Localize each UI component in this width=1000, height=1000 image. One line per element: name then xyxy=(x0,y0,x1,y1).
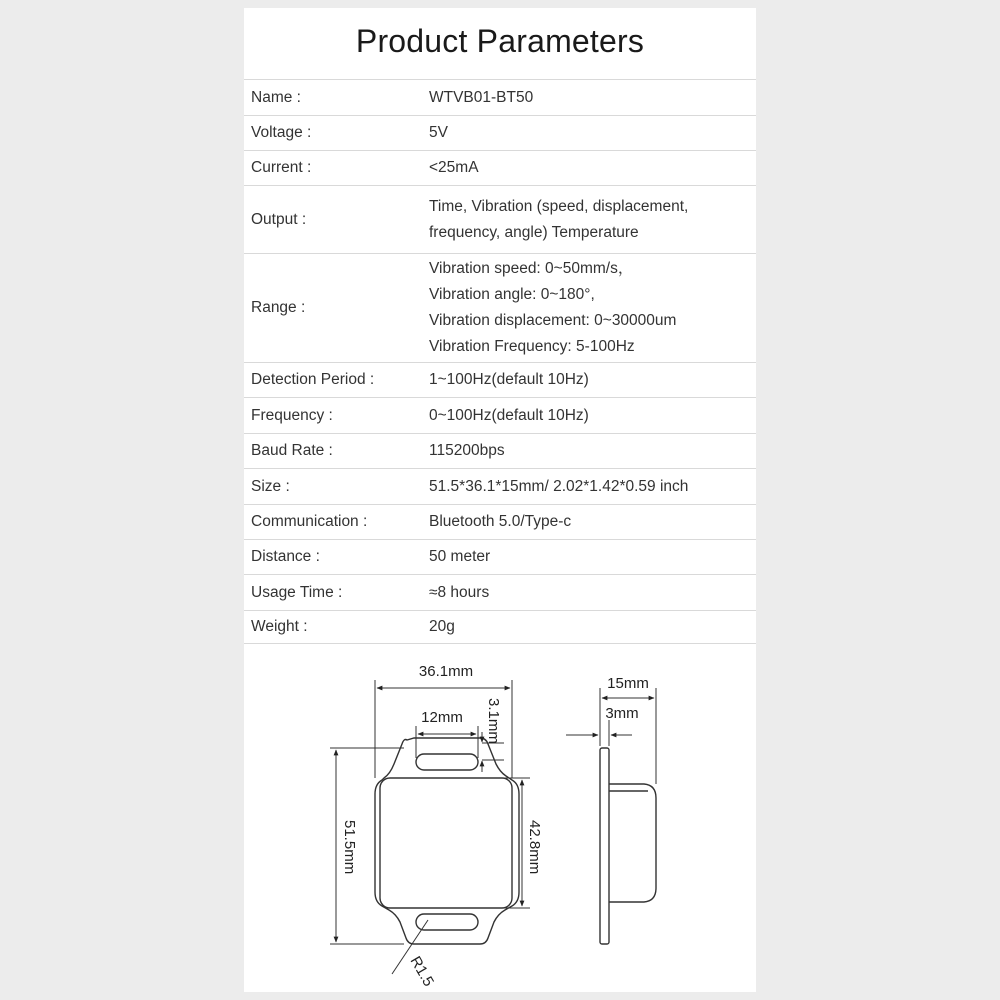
row-label: Voltage : xyxy=(251,124,312,141)
row-value: 115200bps xyxy=(429,442,505,459)
row-label: Frequency : xyxy=(251,406,333,424)
row-label: Current : xyxy=(251,159,312,176)
row-label: Usage Time : xyxy=(251,583,343,601)
side-body xyxy=(609,784,656,902)
row-value: 5V xyxy=(429,124,448,141)
row-value: 0~100Hz(default 10Hz) xyxy=(429,406,589,424)
row-label: Name : xyxy=(251,88,301,106)
sensor-face xyxy=(380,778,512,908)
side-dimensions xyxy=(566,688,656,784)
row-label: Output : xyxy=(251,210,307,228)
height-label: 51.5mm xyxy=(341,820,358,875)
dimension-drawing xyxy=(244,8,756,992)
dimension-labels xyxy=(341,663,649,989)
row-label: Baud Rate : xyxy=(251,442,333,459)
top-slot xyxy=(416,754,478,770)
sensor-outline xyxy=(375,738,519,944)
depth-label: 15mm xyxy=(607,675,649,692)
row-value: 51.5*36.1*15mm/ 2.02*1.42*0.59 inch xyxy=(429,477,689,495)
tab-label: 3.1mm xyxy=(485,698,502,744)
row-value: ≈8 hours xyxy=(429,583,490,601)
row-label: Detection Period : xyxy=(251,371,375,388)
row-value: <25mA xyxy=(429,159,479,176)
row-value: 50 meter xyxy=(429,548,491,565)
row-label: Weight : xyxy=(251,618,308,635)
front-view xyxy=(375,738,519,944)
row-label: Distance : xyxy=(251,548,320,565)
body-label: 42.8mm xyxy=(526,820,543,875)
flange-label: 3mm xyxy=(605,705,639,722)
row-value: Vibration speed: 0~50mm/s， Vibration angle: 0~180°, Vibration displacement: 0~30000um Vibration Frequency: 5-100Hz xyxy=(429,260,677,355)
row-value: Bluetooth 5.0/Type-c xyxy=(429,513,572,530)
row-label: Size : xyxy=(251,477,290,495)
row-value: WTVB01-BT50 xyxy=(429,88,534,106)
row-label: Range : xyxy=(251,299,306,316)
side-flange xyxy=(600,748,609,944)
row-value: Time, Vibration (speed, displacement, frequency, angle) Temperature xyxy=(429,197,689,241)
radius-label: R1.5 xyxy=(406,953,438,990)
row-value: 20g xyxy=(429,618,455,635)
page-title: Product Parameters xyxy=(355,23,645,59)
row-label: Communication : xyxy=(251,513,368,530)
width-label: 36.1mm xyxy=(418,663,474,680)
product-parameters-card xyxy=(244,8,756,992)
bottom-slot xyxy=(416,914,478,930)
slot-label: 12mm xyxy=(421,709,463,726)
side-view xyxy=(600,748,656,944)
row-value: 1~100Hz(default 10Hz) xyxy=(429,371,589,388)
